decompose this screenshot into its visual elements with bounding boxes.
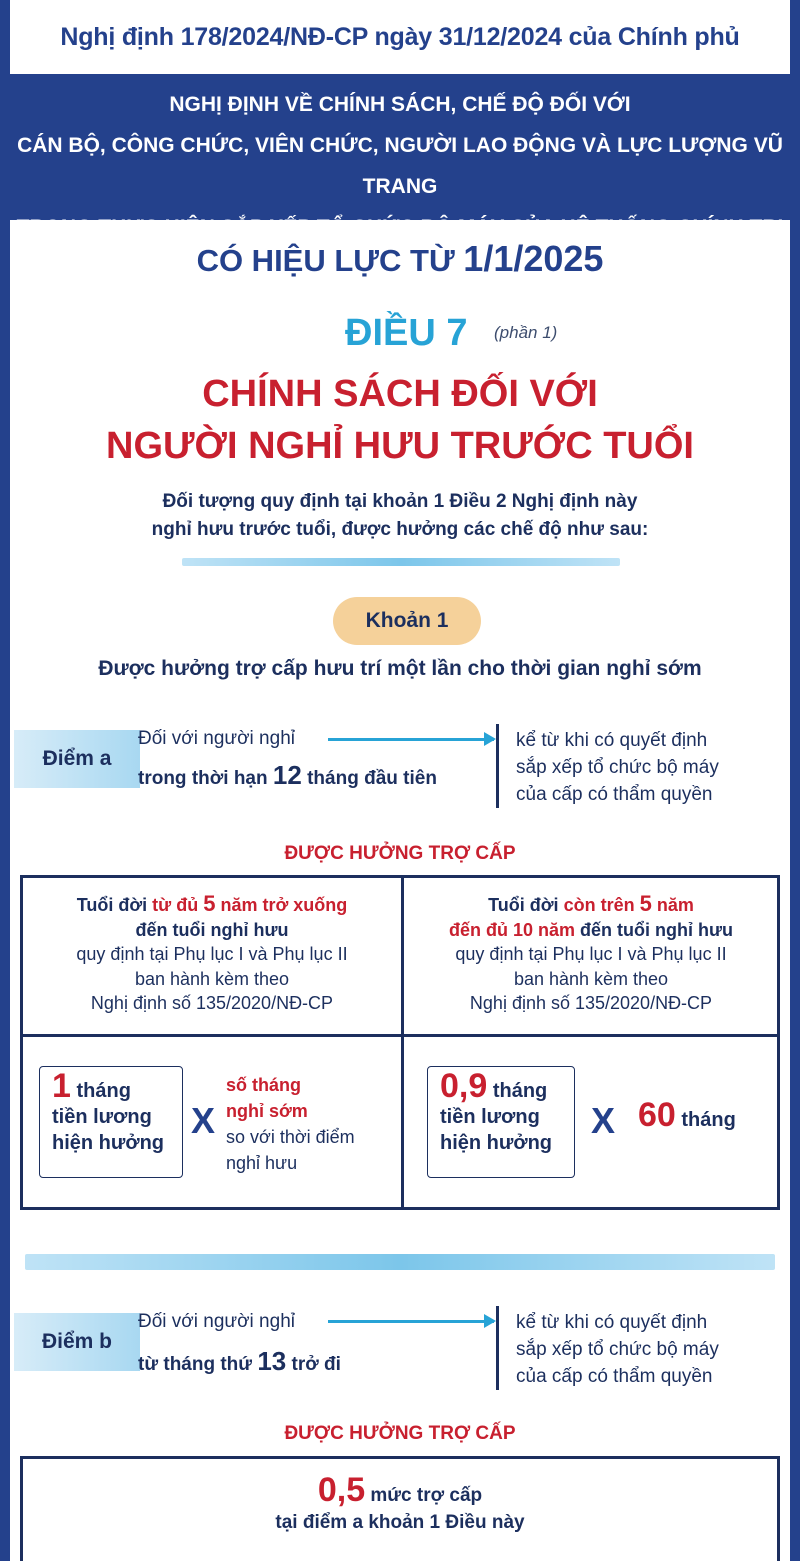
right-formula-number: 0,9 [440,1067,488,1105]
point-a-badge: Điểm a [14,730,140,788]
left-formula-line-3: hiện hưởng [52,1132,165,1154]
point-b-benefit-box [20,1456,780,1561]
right-line-3: quy định tại Phụ lục I và Phụ lục II [455,944,727,964]
clause-badge: Khoản 1 [333,597,481,645]
decree-reference: Nghị định 178/2024/NĐ-CP ngày 31/12/2024 của Chính phủ [10,0,790,74]
point-b-arrow-icon [328,1320,494,1323]
section-divider-2 [25,1254,775,1270]
point-b-benefit-title: ĐƯỢC HƯỞNG TRỢ CẤP [284,1423,516,1444]
point-b-benefit-line-1 [23,1471,777,1510]
article-heading [0,312,800,364]
left-line-5: Nghị định số 135/2020/NĐ-CP [90,993,334,1013]
right-line-2-highlight: đến đủ 10 năm [448,919,575,940]
point-a-condition-line-2 [138,760,437,791]
right-line-5: Nghị định số 135/2020/NĐ-CP [469,993,713,1013]
intro-text [10,488,790,544]
point-b-condition-line-1: Đối với người nghỉ [138,1311,295,1332]
left-age-prefix: Tuổi đời [76,895,148,915]
point-b-condition-line-2 [138,1346,341,1377]
policy-title [10,368,790,472]
left-formula-unit: tháng [76,1080,131,1102]
left-age-highlight-1: từ đủ [152,895,199,915]
right-months-unit: tháng [681,1109,736,1131]
left-formula-box [39,1066,183,1178]
left-months-line-3: so với thời điểm [226,1127,355,1147]
right-age-prefix: Tuổi đời [488,895,559,915]
point-b-benefit-number: 0,5 [317,1471,366,1509]
policy-title-line-2: NGƯỜI NGHỈ HƯU TRƯỚC TUỔI [106,425,694,467]
benefit-table [20,875,780,1210]
decree-title-line-1: NGHỊ ĐỊNH VỀ CHÍNH SÁCH, CHẾ ĐỘ ĐỐI VỚI [169,93,631,116]
point-b-effect-line-2: sắp xếp tổ chức bộ máy [516,1339,719,1360]
point-b-benefit-unit: mức trợ cấp [370,1485,483,1506]
article-title: ĐIỀU 7 [345,312,468,354]
right-formula-line-3: hiện hưởng [440,1132,553,1154]
left-multiply-icon: X [191,1100,216,1141]
article-part: (phần 1) [494,323,558,342]
right-condition-cell [404,892,778,1016]
point-b-separator [496,1306,499,1390]
right-age-number: 5 [639,891,652,916]
left-months-text [226,1072,355,1176]
intro-line-2: nghỉ hưu trước tuổi, được hưởng các chế độ như sau: [151,519,649,540]
right-formula-unit: tháng [492,1080,548,1102]
right-multiply-icon: X [591,1100,616,1141]
left-condition-cell [25,892,399,1016]
effective-date: 1/1/2025 [463,238,604,279]
left-line-4: ban hành kèm theo [134,968,290,989]
section-divider [182,558,620,566]
right-line-2-rest: đến tuổi nghỉ hưu [580,919,734,940]
effective-date-heading [10,238,790,280]
right-months-number: 60 [638,1096,676,1134]
point-b-effect-line-1: kể từ khi có quyết định [516,1312,708,1333]
right-line-4: ban hành kèm theo [513,968,669,989]
left-months-highlight-2: nghỉ sớm [226,1101,308,1121]
point-a-separator [496,724,499,808]
decree-title-line-3: TRONG THỰC HIỆN SẮP XẾP TỔ CHỨC BỘ MÁY CỦA HỆ THỐNG CHÍNH TRỊ [16,216,784,239]
right-formula-line-2: tiền lương [440,1106,540,1128]
policy-title-line-1: CHÍNH SÁCH ĐỐI VỚI [202,373,598,415]
intro-line-1: Đối tượng quy định tại khoản 1 Điều 2 Nghị định này [162,491,638,512]
left-months-line-4: nghỉ hưu [226,1153,298,1173]
point-a-period-prefix: trong thời hạn [138,768,268,789]
right-age-line [404,892,778,918]
right-line-2 [404,918,778,943]
point-b-benefit-line-2: tại điểm a khoản 1 Điều này [275,1512,525,1533]
left-line-3: quy định tại Phụ lục I và Phụ lục II [76,944,348,964]
decree-title-band [0,74,800,239]
point-a-effect-line-1: kể từ khi có quyết định [516,730,708,751]
left-formula-number: 1 [52,1067,71,1105]
left-age-line [25,892,399,918]
point-b-period-number: 13 [257,1346,287,1376]
point-a-effect [516,727,719,808]
left-age-highlight-2: năm trở xuống [220,895,348,915]
left-formula-line-1 [52,1067,170,1105]
point-a-period-suffix: tháng đầu tiên [307,768,437,789]
clause-description: Được hưởng trợ cấp hưu trí một lần cho thời gian nghỉ sớm [98,657,702,680]
point-b-badge: Điểm b [14,1313,140,1371]
point-a-arrow-icon [328,738,494,741]
decree-title-line-2: CÁN BỘ, CÔNG CHỨC, VIÊN CHỨC, NGƯỜI LAO ĐỘNG VÀ LỰC LƯỢNG VŨ TRANG [17,134,783,198]
right-age-highlight-1: còn trên [563,895,635,915]
point-a-benefit-title: ĐƯỢC HƯỞNG TRỢ CẤP [284,843,516,864]
effective-prefix: CÓ HIỆU LỰC TỪ [196,243,455,278]
point-a-effect-line-2: sắp xếp tổ chức bộ máy [516,757,719,778]
point-b-period-prefix: từ tháng thứ [138,1354,253,1375]
left-formula-line-2: tiền lương [52,1106,152,1128]
point-a-effect-line-3: của cấp có thẩm quyền [516,784,713,805]
right-age-highlight-2: năm [656,895,694,915]
point-b-effect [516,1309,719,1390]
table-row-divider [23,1034,777,1037]
left-age-number: 5 [203,891,216,916]
point-b-period-suffix: trở đi [291,1354,341,1375]
point-b-effect-line-3: của cấp có thẩm quyền [516,1366,713,1387]
right-formula-box [427,1066,575,1178]
left-months-highlight-1: số tháng [226,1075,301,1095]
left-line-2: đến tuổi nghỉ hưu [135,919,289,940]
right-months [638,1096,736,1135]
right-formula-line-1 [440,1067,562,1105]
point-a-condition-line-1: Đối với người nghỉ [138,728,295,749]
point-a-period-number: 12 [272,760,302,790]
